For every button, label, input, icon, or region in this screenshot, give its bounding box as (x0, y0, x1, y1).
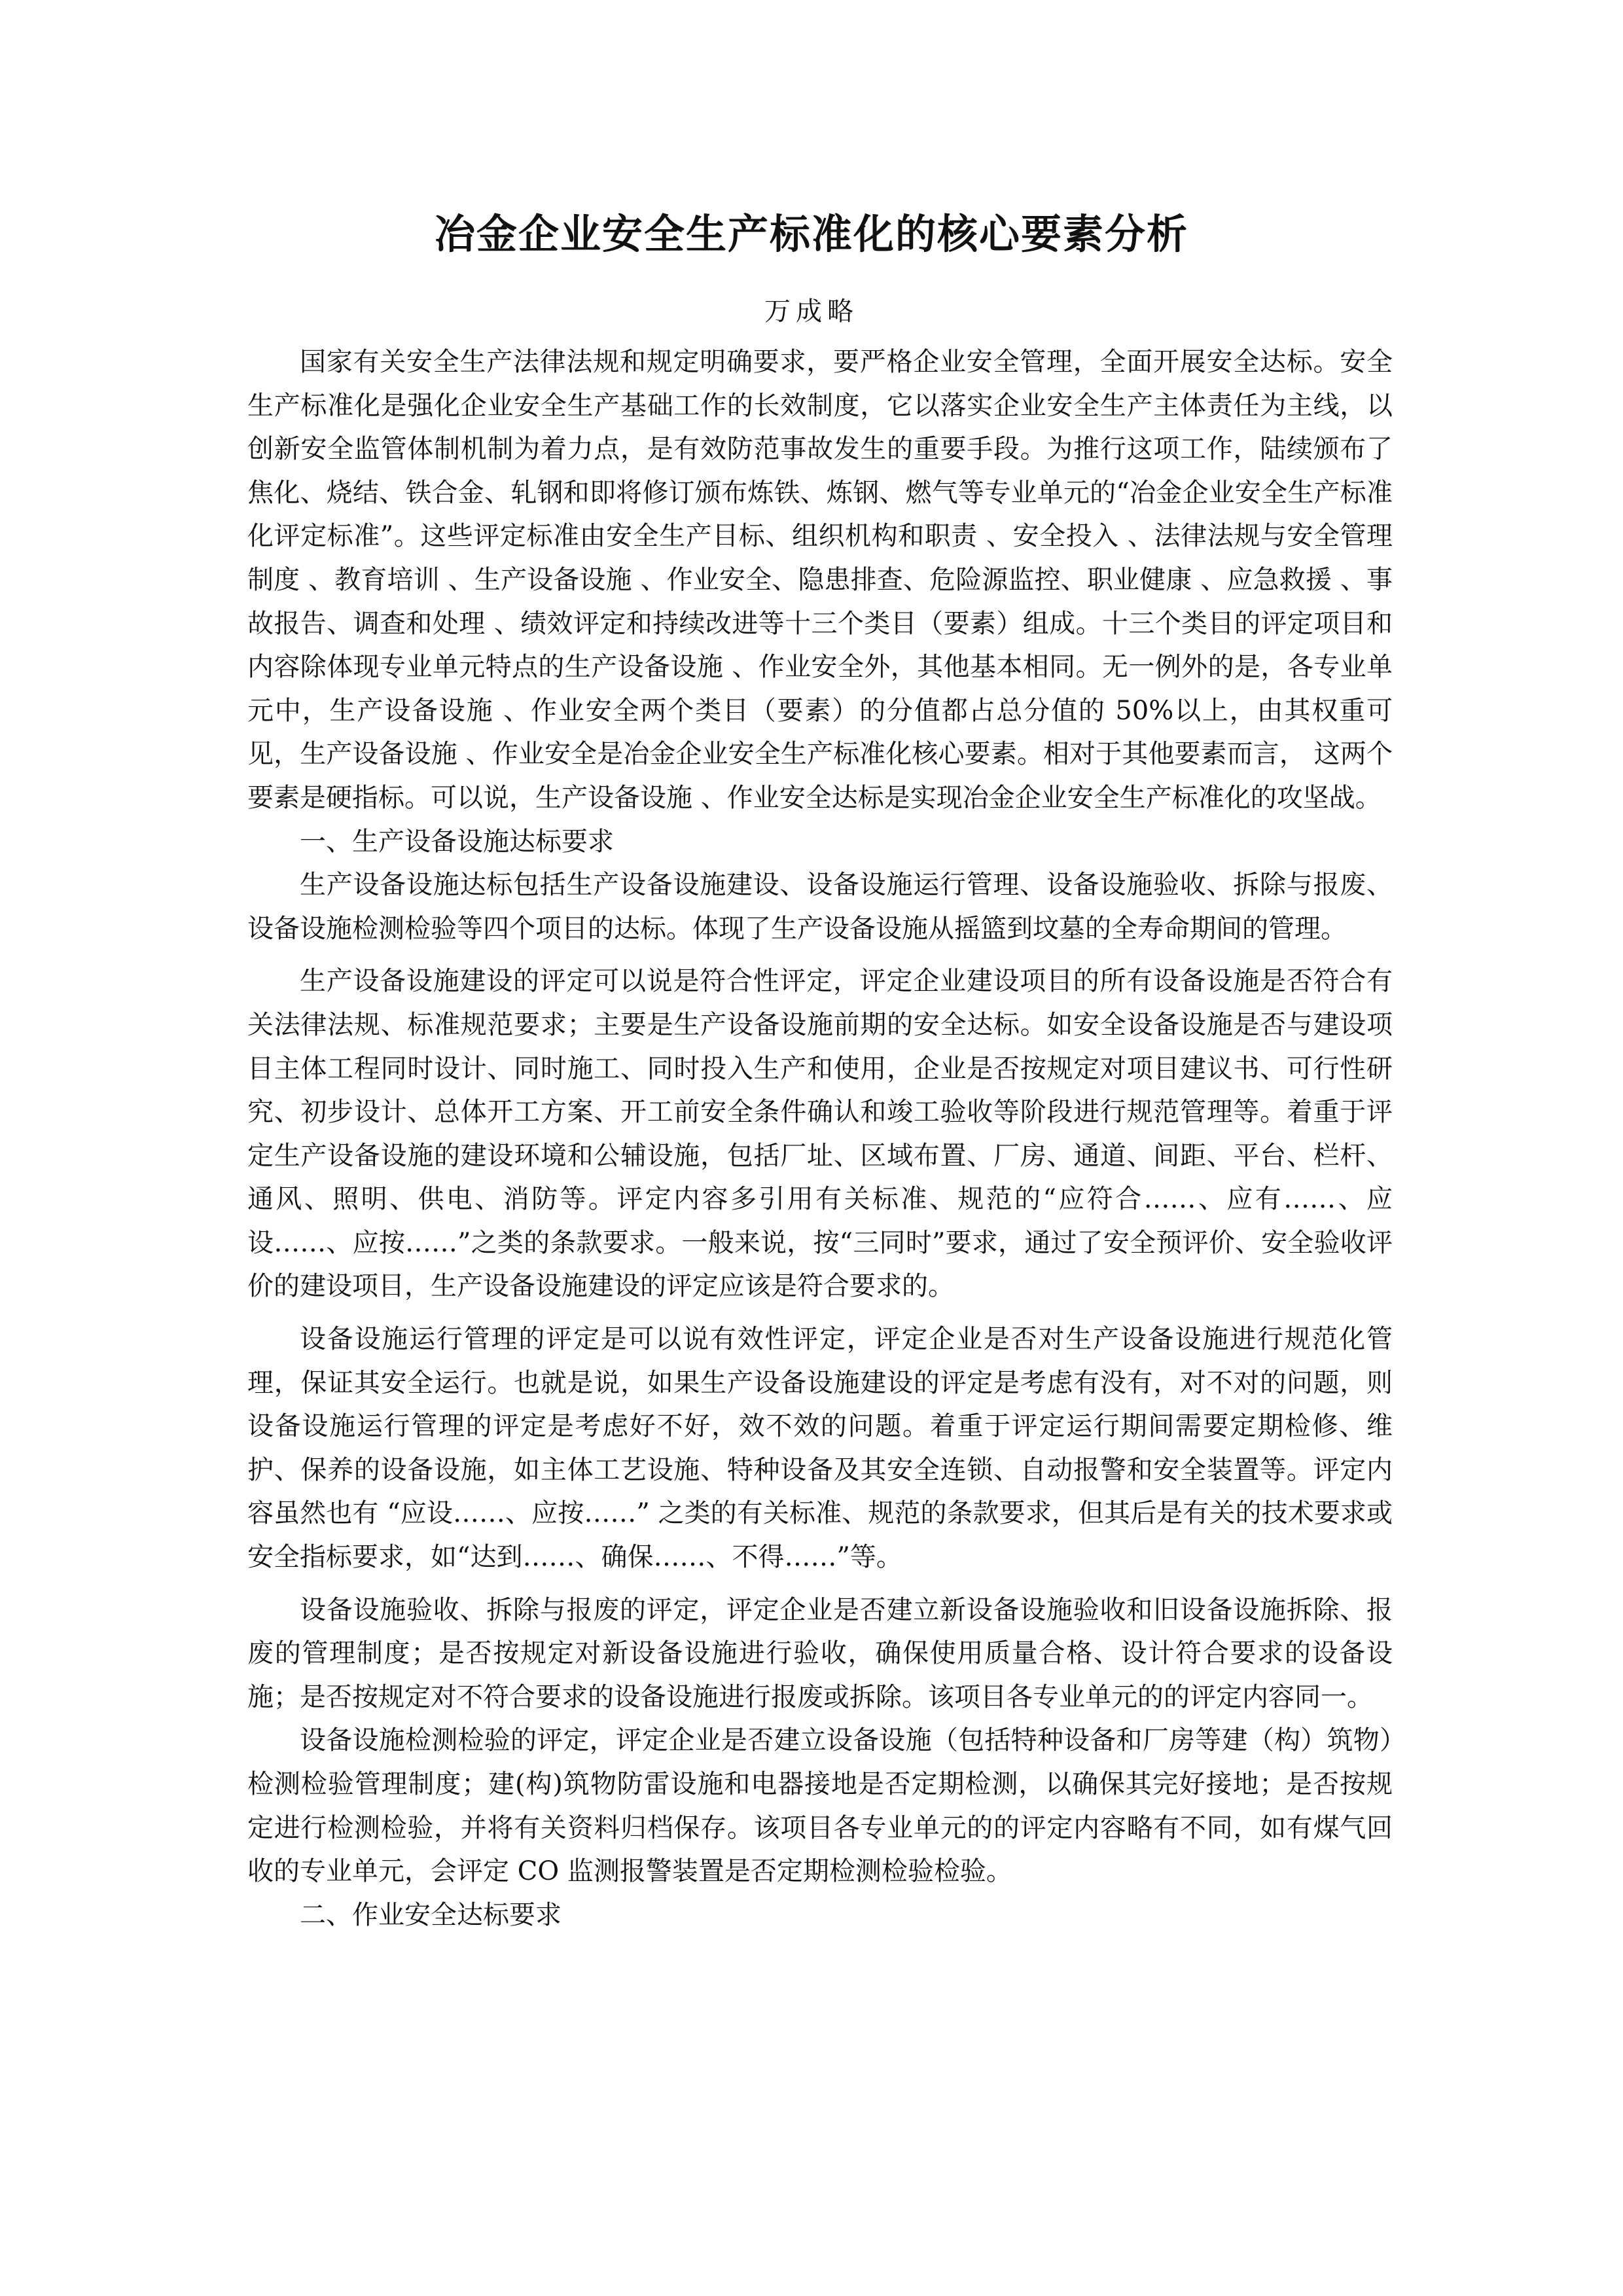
section-heading-2: 二、作业安全达标要求 (300, 1899, 562, 1930)
paragraph-equipment-acceptance: 设备设施验收、拆除与报废的评定，评定企业是否建立新设备设施验收和旧设备设施拆除、报废的管理制度；是否按规定对新设备设施进行验收，确保使用质量合格、设计符合要求的设备设施；是否按规定对不符合要求的设备设施进行报废或拆除。该项目各专业单元的的评定内容同一。 (247, 1594, 1393, 1712)
paragraph-equipment-inspection: 设备设施检测检验的评定，评定企业是否建立设备设施（包括特种设备和厂房等建（构）筑物）检测检验管理制度；建(构)筑物防雷设施和电器接地是否定期检测，以确保其完好接地；是否按规定进行检测检验，并将有关资料归档保存。该项目各专业单元的的评定内容略有不同，如有煤气回收的专业单元，会评定 CO 监测报警装置是否定期检测检验检验。 (247, 1725, 1393, 1887)
document-author: 万成略 (764, 296, 859, 327)
paragraph-equipment-construction: 生产设备设施建设的评定可以说是符合性评定，评定企业建设项目的所有设备设施是否符合有关法律法规、标准规范要求；主要是生产设备设施前期的安全达标。如安全设备设施是否与建设项目主体工程同时设计、同时施工、同时投入生产和使用，企业是否按规定对项目建议书、可行性研究、初步设计、总体开工方案、开工前安全条件确认和竣工验收等阶段进行规范管理等。着重于评定生产设备设施的建设环境和公辅设施，包括厂址、区域布置、厂房、通道、间距、平台、栏杆、通风、照明、供电、消防等。评定内容多引用有关标准、规范的“应符合……、应有……、应设……、应按……”之类的条款要求。一般来说，按“三同时”要求，通过了安全预评价、安全验收评价的建设项目，生产设备设施建设的评定应该是符合要求的。 (247, 966, 1393, 1302)
paragraph-intro: 国家有关安全生产法律法规和规定明确要求，要严格企业安全管理，全面开展安全达标。安全生产标准化是强化企业安全生产基础工作的长效制度，它以落实企业安全生产主体责任为主线，以创新安全监管体制机制为着力点，是有效防范事故发生的重要手段。为推行这项工作，陆续颁布了焦化、烧结、铁合金、轧钢和即将修订颁布炼铁、炼钢、燃气等专业单元的“冶金企业安全生产标准化评定标准”。这些评定标准由安全生产目标、组织机构和职责 、安全投入 、法律法规与安全管理制度 、教育培训 、生产设备设施 、作业安全、隐患排查、危险源监控、职业健康 、应急救援 、事故报告、调查和处理 、绩效评定和持续改进等十三个类目（要素）组成。十三个类目的评定项目和内容除体现专业单元特点的生产设备设施 、作业安全外，其他基本相同。无一例外的是，各专业单元中，生产设备设施 、作业安全两个类目（要素）的分值都占总分值的 50%以上，由其权重可见，生产设备设施 、作业安全是冶金企业安全生产标准化核心要素。相对于其他要素而言， 这两个要素是硬指标。可以说，生产设备设施 、作业安全达标是实现冶金企业安全生产标准化的攻坚战。 (247, 347, 1393, 813)
document-title: 冶金企业安全生产标准化的核心要素分析 (434, 210, 1188, 258)
paragraph-equipment-overview: 生产设备设施达标包括生产设备设施建设、设备设施运行管理、设备设施验收、拆除与报废、设备设施检测检验等四个项目的达标。体现了生产设备设施从摇篮到坟墓的全寿命期间的管理。 (247, 870, 1393, 944)
document-body (247, 340, 1393, 1937)
paragraph-equipment-operation: 设备设施运行管理的评定是可以说有效性评定，评定企业是否对生产设备设施进行规范化管理，保证其安全运行。也就是说，如果生产设备设施建设的评定是考虑有没有，对不对的问题，则设备设施运行管理的评定是考虑好不好，效不效的问题。着重于评定运行期间需要定期检修、维护、保养的设备设施，如主体工艺设施、特种设备及其安全连锁、自动报警和安全装置等。评定内容虽然也有 “应设……、应按……” 之类的有关标准、规范的条款要求，但其后是有关的技术要求或安全指标要求，如“达到……、确保……、不得……”等。 (247, 1324, 1393, 1573)
section-heading-1: 一、生产设备设施达标要求 (300, 826, 614, 857)
